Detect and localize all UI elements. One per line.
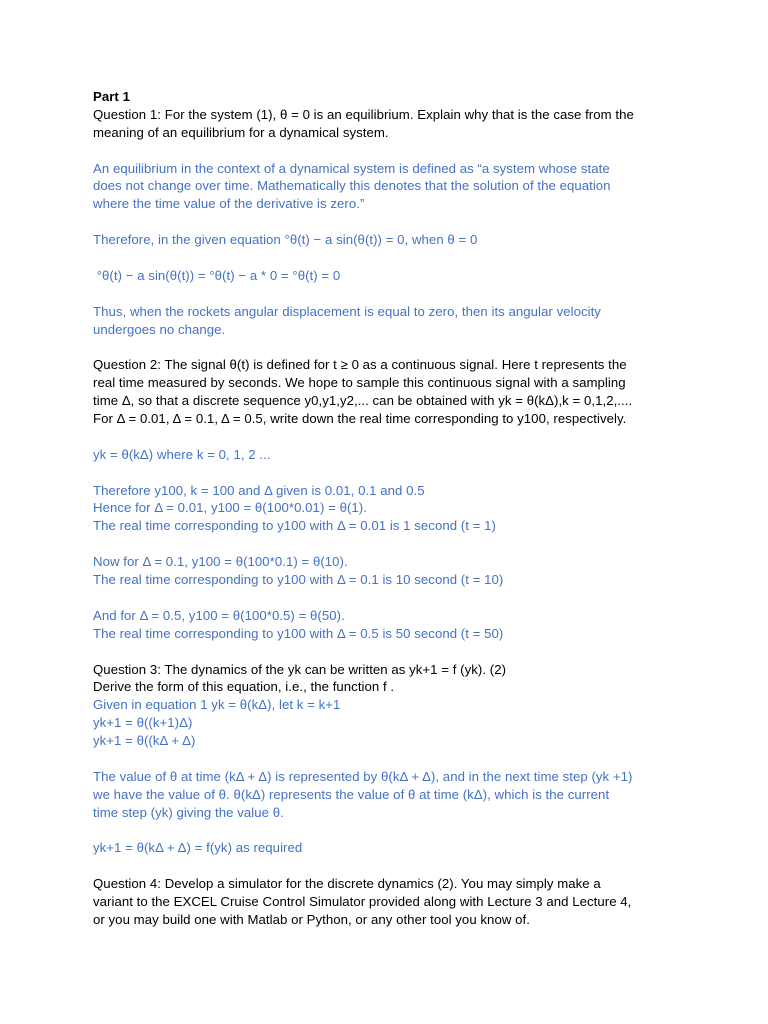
answer-line: Therefore y100, k = 100 and Δ given is 0.01, 0.1 and 0.5: [93, 482, 425, 498]
paragraph-spacer: [93, 822, 693, 840]
paragraph-spacer: [93, 589, 693, 607]
paragraph-spacer: [93, 142, 693, 160]
paragraph-spacer: [93, 857, 693, 875]
paragraph-spacer: [93, 643, 693, 661]
part-heading: Part 1: [93, 89, 130, 104]
document-page: [93, 88, 693, 929]
paragraph-spacer: [93, 249, 693, 267]
answer-line: The value of θ at time (kΔ + Δ) is represented by θ(kΔ + Δ), and in the next time step (yk +1): [93, 768, 633, 784]
question-2-text-line: real time measured by seconds. We hope to sample this continuous signal with a sampling: [93, 375, 626, 391]
answer-line: time step (yk) giving the value θ.: [93, 804, 284, 820]
answer-line: The real time corresponding to y100 with Δ = 0.5 is 50 second (t = 50): [93, 625, 504, 641]
answer-line: where the time value of the derivative is zero.”: [93, 196, 365, 212]
paragraph-spacer: [93, 535, 693, 553]
answer-line: undergoes no change.: [93, 321, 226, 337]
answer-line: An equilibrium in the context of a dynamical system is defined as “a system whose state: [93, 160, 610, 176]
question-4-text-line: or you may build one with Matlab or Python, or any other tool you know of.: [93, 911, 530, 927]
question-4-text-line: variant to the EXCEL Cruise Control Simulator provided along with Lecture 3 and Lecture 4,: [93, 894, 632, 910]
answer-line: And for Δ = 0.5, y100 = θ(100*0.5) = θ(50).: [93, 607, 345, 623]
answer-line: Hence for Δ = 0.01, y100 = θ(100*0.01) = θ(1).: [93, 500, 367, 516]
question-1-text-line: meaning of an equilibrium for a dynamical system.: [93, 124, 389, 140]
answer-line: Thus, when the rockets angular displacement is equal to zero, then its angular velocity: [93, 303, 601, 319]
question-1: [93, 106, 693, 142]
question-2: [93, 356, 693, 428]
answer-2-case-001: [93, 482, 693, 536]
question-4: [93, 875, 693, 929]
paragraph-spacer: [93, 428, 693, 446]
answer-1-equation-1: Therefore, in the given equation °θ(t) − a sin(θ(t)) = 0, when θ = 0: [93, 232, 478, 248]
answer-line: The real time corresponding to y100 with Δ = 0.01 is 1 second (t = 1): [93, 518, 496, 534]
answer-line: we have the value of θ. θ(kΔ) represents the value of θ at time (kΔ), which is the current: [93, 786, 610, 802]
question-4-text-line: Question 4: Develop a simulator for the discrete dynamics (2). You may simply make a: [93, 876, 601, 892]
answer-3-explanation: [93, 768, 693, 822]
question-3-text-line: Question 3: The dynamics of the yk can be written as yk+1 = f (yk). (2): [93, 661, 507, 677]
question-3: [93, 661, 693, 697]
paragraph-spacer: [93, 464, 693, 482]
question-2-text-line: For Δ = 0.01, Δ = 0.1, Δ = 0.5, write down the real time corresponding to y100, respectively.: [93, 411, 627, 427]
paragraph-spacer: [93, 285, 693, 303]
paragraph-spacer: [93, 213, 693, 231]
paragraph-spacer: [93, 338, 693, 356]
question-1-text-line: Question 1: For the system (1), θ = 0 is an equilibrium. Explain why that is the case from the: [93, 106, 634, 122]
answer-line: does not change over time. Mathematically this denotes that the solution of the equation: [93, 178, 611, 194]
answer-line: Given in equation 1 yk = θ(kΔ), let k = k+1: [93, 697, 341, 713]
answer-line: Now for Δ = 0.1, y100 = θ(100*0.1) = θ(10).: [93, 554, 348, 570]
answer-1-definition: [93, 160, 693, 214]
answer-2-case-01: [93, 553, 693, 589]
answer-1-equation-2: °θ(t) − a sin(θ(t)) = °θ(t) − a * 0 = °θ(t) = 0: [93, 267, 341, 283]
answer-line: yk+1 = θ((kΔ + Δ): [93, 733, 196, 749]
answer-line: The real time corresponding to y100 with Δ = 0.1 is 10 second (t = 10): [93, 572, 504, 588]
answer-2-definition: yk = θ(kΔ) where k = 0, 1, 2 ...: [93, 446, 271, 462]
answer-3-result: yk+1 = θ(kΔ + Δ) = f(yk) as required: [93, 840, 303, 856]
answer-line: yk+1 = θ((k+1)Δ): [93, 715, 193, 731]
paragraph-spacer: [93, 750, 693, 768]
question-3-text-line: Derive the form of this equation, i.e., the function f .: [93, 679, 395, 695]
answer-3-derivation: [93, 696, 693, 750]
answer-1-conclusion: [93, 303, 693, 339]
question-2-text-line: time Δ, so that a discrete sequence y0,y1,y2,... can be obtained with yk = θ(kΔ),k = 0,1,2,....: [93, 393, 633, 409]
answer-2-case-05: [93, 607, 693, 643]
question-2-text-line: Question 2: The signal θ(t) is defined for t ≥ 0 as a continuous signal. Here t represents the: [93, 357, 627, 373]
